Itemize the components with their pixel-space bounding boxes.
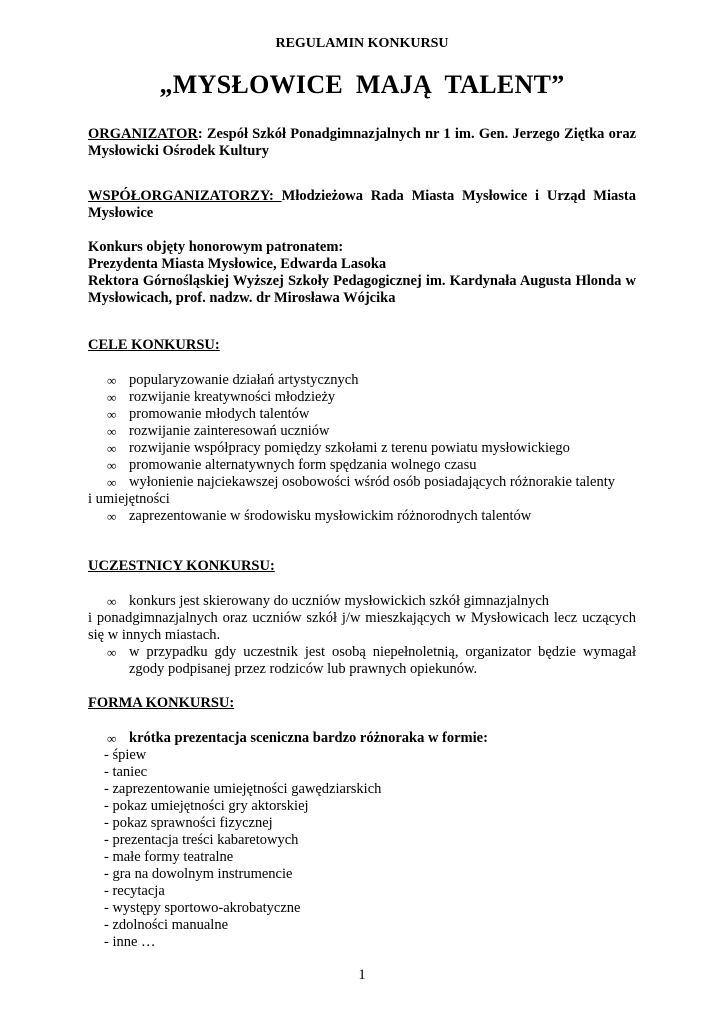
organizer-text: : Zespół Szkół Ponadgimnazjalnych nr 1 im. Gen. Jerzego Ziętka oraz Mysłowicki Ośrodek Kultury: [88, 126, 636, 159]
list-item: - występy sportowo-akrobatyczne: [104, 900, 301, 916]
list-item: ∞ konkurs jest skierowany do uczniów mysłowickich szkół gimnazjalnych: [107, 593, 550, 609]
list-item: - gra na dowolnym instrumencie: [104, 866, 293, 882]
list-item: ∞ promowanie alternatywnych form spędzania wolnego czasu: [107, 457, 477, 473]
goals-heading: CELE KONKURSU:: [88, 337, 220, 353]
co-organizers-text: Młodzieżowa Rada Miasta Mysłowice i Urząd Miasta Mysłowice: [88, 188, 636, 221]
infinity-bullet-icon: ∞: [107, 424, 117, 439]
list-item: ∞ rozwijanie zainteresowań uczniów: [107, 423, 330, 439]
co-organizers-section: [88, 188, 636, 222]
document-title: „MYSŁOWICE MAJĄ TALENT”: [159, 70, 565, 99]
list-item: ∞ rozwijanie kreatywności młodzieży: [107, 389, 336, 405]
infinity-bullet-icon: ∞: [107, 390, 117, 405]
list-item: ∞ krótka prezentacja sceniczna bardzo różnoraka w formie:: [107, 730, 488, 746]
list-item: - śpiew: [104, 747, 147, 763]
list-item-continuation: i ponadgimnazjalnych oraz uczniów szkół j/w mieszkających w Mysłowicach lecz uczących się w innych miastach.: [88, 610, 636, 643]
organizer-section: [88, 126, 636, 160]
document-page: [88, 30, 636, 951]
list-item: - pokaz umiejętności gry aktorskiej: [104, 798, 309, 814]
list-item: ∞ popularyzowanie działań artystycznych: [107, 372, 359, 388]
document-label: REGULAMIN KONKURSU: [275, 36, 449, 51]
list-item: ∞ zaprezentowanie w środowisku mysłowickim różnorodnych talentów: [107, 508, 532, 524]
list-item: - taniec: [104, 764, 148, 780]
infinity-bullet-icon: ∞: [107, 475, 117, 490]
form-heading: FORMA KONKURSU:: [88, 695, 235, 711]
patronage-intro: Konkurs objęty honorowym patronatem:: [88, 239, 344, 255]
co-organizers-label: WSPÓŁORGANIZATORZY:: [88, 188, 282, 204]
infinity-bullet-icon: ∞: [107, 458, 117, 473]
infinity-bullet-icon: ∞: [107, 441, 117, 456]
list-item: - pokaz sprawności fizycznej: [104, 815, 273, 831]
list-item: ∞ wyłonienie najciekawszej osobowości wśród osób posiadających różnorakie talenty: [107, 474, 616, 490]
participants-heading: UCZESTNICY KONKURSU:: [88, 558, 275, 574]
list-item: - zaprezentowanie umiejętności gawędziarskich: [104, 781, 382, 797]
list-item: - recytacja: [104, 883, 165, 899]
patronage-president: Prezydenta Miasta Mysłowice, Edwarda Lasoka: [88, 256, 387, 272]
infinity-bullet-icon: ∞: [107, 731, 117, 746]
infinity-bullet-icon: ∞: [107, 407, 117, 422]
infinity-bullet-icon: ∞: [107, 594, 117, 609]
infinity-bullet-icon: ∞: [107, 509, 117, 524]
patronage-rector: Rektora Górnośląskiej Wyższej Szkoły Pedagogicznej im. Kardynała Augusta Hlonda w Mysłowicach, prof. nadzw. dr Mirosława Wójcika: [88, 273, 636, 306]
infinity-bullet-icon: ∞: [107, 645, 117, 660]
participants-list: [88, 593, 636, 678]
list-item: - prezentacja treści kabaretowych: [104, 832, 299, 848]
patronage-section: [88, 239, 636, 307]
organizer-label: ORGANIZATOR: [88, 126, 198, 142]
list-item: ∞ rozwijanie współpracy pomiędzy szkołami z terenu powiatu mysłowickiego: [107, 440, 570, 456]
list-item: ∞ w przypadku gdy uczestnik jest osobą niepełnoletnią, organizator będzie wymagał zgody podpisanej przez rodziców lub prawnych opiekunów.: [107, 644, 636, 677]
list-item: - małe formy teatralne: [104, 849, 234, 865]
form-items: [104, 747, 636, 951]
infinity-bullet-icon: ∞: [107, 373, 117, 388]
list-item: - inne …: [104, 934, 156, 950]
list-item-continuation: i umiejętności: [88, 491, 170, 507]
list-item: ∞ promowanie młodych talentów: [107, 406, 310, 422]
goals-list: [88, 372, 636, 525]
form-lead-list: [88, 730, 636, 747]
page-number: 1: [358, 967, 366, 983]
list-item: - zdolności manualne: [104, 917, 229, 933]
